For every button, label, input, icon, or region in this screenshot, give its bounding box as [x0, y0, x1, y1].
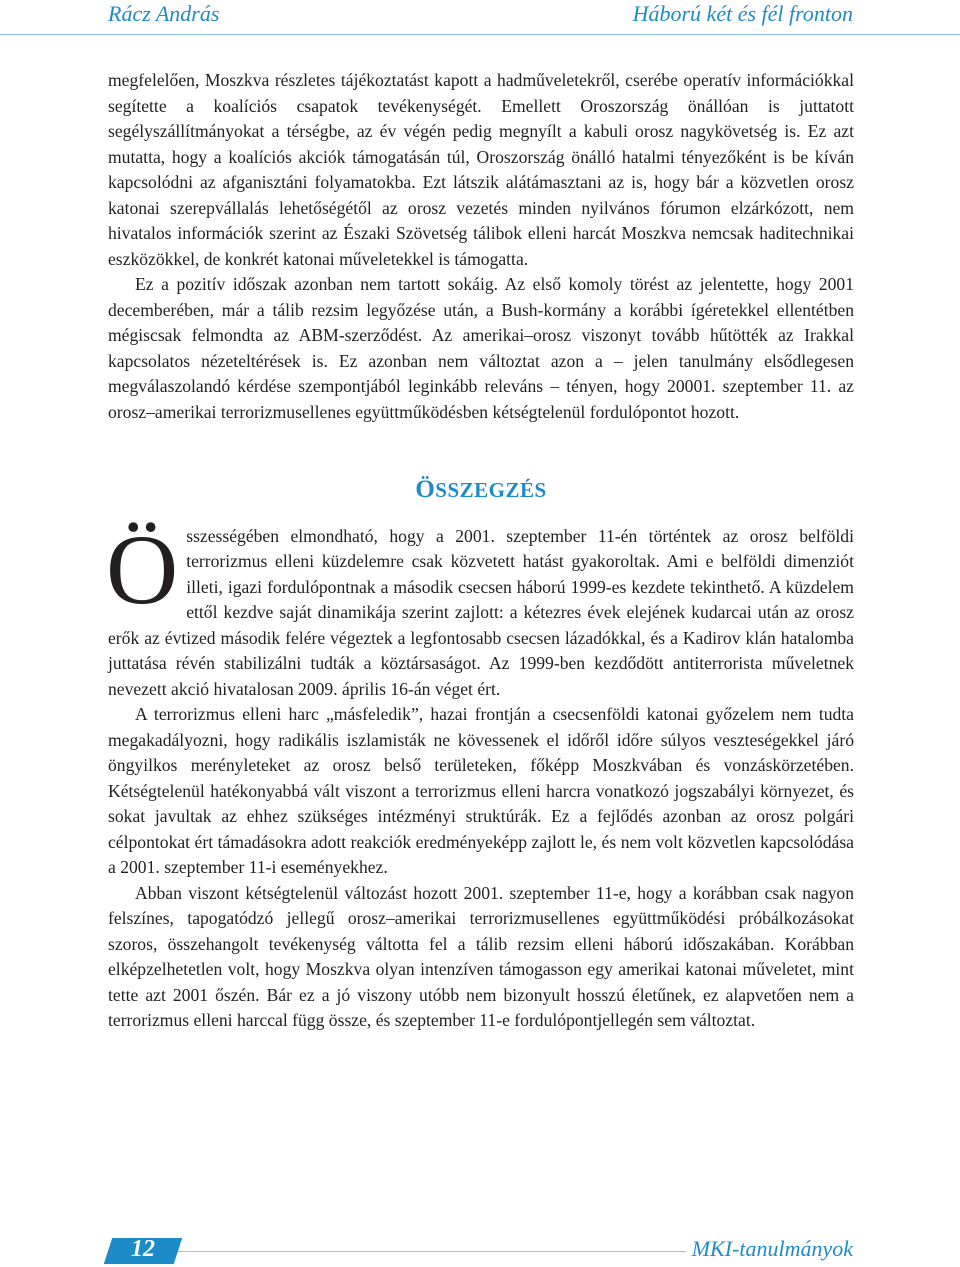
summary-paragraph-1 — [106, 513, 854, 703]
section-heading — [108, 477, 854, 504]
header-author: Rácz András — [108, 1, 220, 26]
summary-paragraph-1-text: sszességében elmondható, hogy a 2001. szeptember 11-én történtek az orosz belföldi terrorizmus elleni küzdelemre csak közvetett hatást gyakoroltak. Ami e belföldi dimenziót illeti, igazi fordulópontnak a második csecsen háború 1999-es kezdete tekinthető. A küzdelem ettől kezdve saját dinamikája szerint zajlott: a kétezres évek elejének kudarcai után az orosz erők az évtized második felére végeztek a legfontosabb csecsen lázadókkal, és a Kadirov klán hatalomba juttatása révén stabilizálni tudták a köztársaságot. Az 1999-ben kezdődött antiterrorista műveletnek nevezett akció hivatalosan 2009. április 16-án véget ért. — [108, 525, 854, 699]
header-title: Háború két és fél fronton — [632, 1, 853, 26]
drop-cap: Ö — [106, 513, 179, 625]
section-heading-rest: SSZEGZÉS — [435, 478, 547, 502]
summary-paragraph-3: Abban viszont kétségtelenül változást hozott 2001. szeptember 11-e, hogy a korábban csak nagyon felszínes, tapogatódzó jellegű orosz–amerikai terrorizmusellenes együttműködési próbálkozásokat szoros, összehangolt tevékenység váltotta fel a tálib rezsim elleni háború időszakában. Korábban elképzelhetetlen volt, hogy Moszkva olyan intenzíven támogasson egy amerikai katonai műveletet, mint tette azt 2001 őszén. Bár ez a jó viszony utóbb nem bizonyult hosszú életűnek, ez alapvetően nem a terrorizmus elleni harccal függ össze, és szeptember 11-e fordulópontjellegén sem változtat. — [108, 882, 854, 1030]
running-header — [0, 0, 960, 35]
section-heading-initial: Ö — [415, 476, 436, 503]
page-footer — [0, 1236, 960, 1267]
article-body — [108, 68, 854, 1034]
section-spacer — [108, 425, 854, 477]
journal-name: MKI-tanulmányok — [686, 1236, 853, 1262]
summary-paragraph-2: A terrorizmus elleni harc „másfeledik”, hazai frontján a csecsenföldi katonai győzelem nem tudta megakadályozni, hogy radikális iszlamisták ne kövessenek el időről időre súlyos veszteségekkel járó öngyilkos merényleteket az orosz belső területeken, főképp Moszkvában és vonzáskörzetében. Kétségtelenül hatékonyabbá vált viszont a terrorizmus elleni harcra vonatkozó jogszabályi környezet, és sokat javultak az ehhez szükséges intézményi struktúrák. Ez a fejlődés azonban az orosz polgári célpontokat ért támadásokra adott reakciók eredményeképp zajlott le, és nem volt közvetlen kapcsolódása a 2001. szeptember 11-i eseményekhez. — [108, 704, 854, 877]
paragraph: Ez a pozitív időszak azonban nem tartott sokáig. Az első komoly törést az jelentette, hogy 2001 decemberében, már a tálib rezsim legyőzése után, a Bush-kormány a korábbi ígéretekkel ellentétben mégiscsak felmondta az ABM-szerződést. Az amerikai–orosz viszonyt tovább hűtötték az Irakkal kapcsolatos nézeteltérések is. Ez azonban nem változtat azon a – jelen tanulmány elsődlegesen megválaszolandó kérdése szempontjából leginkább releváns – tényen, hogy 20001. szeptember 11. az orosz–amerikai terrorizmusellenes együttműködésben kétségtelenül fordulópontot hozott. — [108, 274, 854, 422]
page-number: 12 — [131, 1236, 155, 1262]
paragraph-continued: megfelelően, Moszkva részletes tájékoztatást kapott a hadműveletekről, cserébe operatív információkkal segítette a koalíciós csapatok tevékenységét. Emellett Oroszország önállóan is juttatott segélyszállítmányokat a térségbe, az év végén pedig megnyílt a kabuli orosz nagykövetség is. Ez azt mutatta, hogy a koalíciós akciók támogatásán túl, Oroszország önálló hatalmi tényezőként is be kíván kapcsolódni az afganisztáni folyamatokba. Ezt látszik alátámasztani az is, hogy bár a közvetlen orosz katonai szerepvállalás lehetőségétől az orosz vezetés minden nyilvános fórumon elzárkózott, nem hivatalos információk szerint az Északi Szövetség tálibok elleni harcát Moszkva nemcsak haditechnikai eszközökkel, de konkrét katonai műveletekkel is támogatta. — [108, 70, 854, 269]
